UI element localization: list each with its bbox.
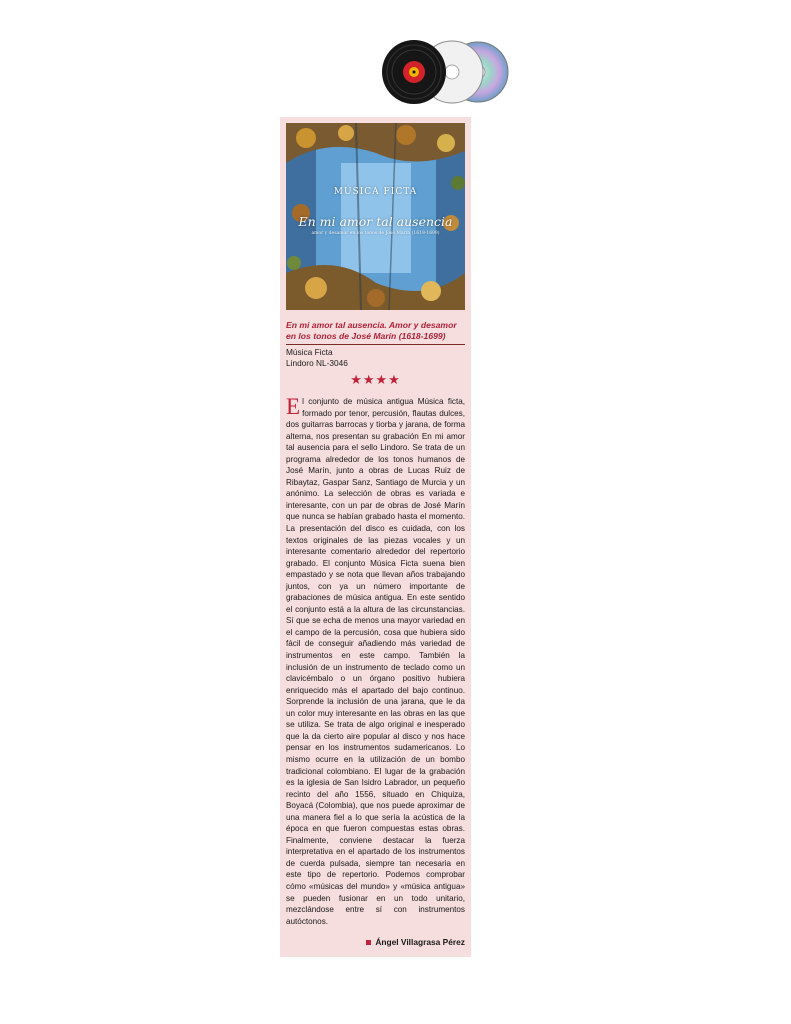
review-body bbox=[286, 396, 465, 927]
cover-title: En mi amor tal ausencia bbox=[298, 214, 453, 229]
square-bullet-icon bbox=[366, 940, 371, 945]
drop-cap: E bbox=[286, 394, 301, 419]
review-column bbox=[280, 117, 471, 957]
review-header bbox=[286, 320, 465, 388]
star-rating: ★★★★ bbox=[350, 372, 401, 387]
review-author bbox=[366, 937, 465, 947]
record-label: Lindoro NL-3046 bbox=[286, 358, 348, 368]
review-title: En mi amor tal ausencia. Amor y desamor en los tonos de José Marín (1618-1699) bbox=[286, 320, 465, 345]
review-text: l conjunto de música antigua Música ficta, formado por tenor, percusión, flautas dulces, dos guitarras barrocas y tiorba y jarana, de forma alterna, nos presentan su grabación En mi amor tal ausencia para el sello Lindoro. Se trata de un programa alrededor de los tonos humanos de José Marín, junto a obras de Lucas Ruiz de Ribaytaz, Gaspar Sanz, Santiago de Murcia y un anónimo. La selección de obras es variada e interesante, con un par de obras de José Marín que nunca se habían grabado hasta el momento. La presentación del disco es cuidada, con los textos originales de las piezas vocales y un interesante comentario alrededor del repertorio grabado. El conjunto Música Ficta suena bien empastado y se nota que llevan años trabajando juntos, con ya un número importante de grabaciones de música antigua. En este sentido el conjunto está a la altura de las circunstancias. Sí que se echa de menos una mayor variedad en el campo de la percusión, cosa que hubiera sido fácil de conseguir añadiendo más variedad de instrumentos en este campo. También la inclusión de un instrumento de teclado como un clavicémbalo o un órgano positivo hubiera enriquecido más el apartado del bajo continuo. Sorprende la inclusión de una jarana, que le da un color muy interesante en las obras en las que se utiliza. Se trata de algo original e inesperado que la da cierto aire popular al disco y nos hace pensar en los instrumentos sudamericanos. Lo mismo ocurre en la utilización de un bombo tradicional colombiano. El lugar de la grabación es la iglesia de San Isidro Labrador, un pequeño recinto del año 1556, situado en Chiquiza, Boyacá (Colombia), que nos puede aproximar de una manera fiel a lo que sería la acústica de la época en que fueron compuestas estas obras. Finalmente, conviene destacar la fuerza interpretativa en el apartado de los instrumentos de cuerda pulsada, siempre tan necesaria en este tipo de repertorio. Podemos comprobar cómo «músicas del mundo» y «música antigua» se pueden fusionar en un todo unitario, mezclándose entre sí con instrumentos autóctonos. bbox=[286, 397, 465, 926]
album-cover bbox=[286, 123, 465, 310]
cover-subtitle: amor y desamor en los tonos de José Marín (1618-1699) bbox=[311, 231, 440, 236]
cover-artist: MÚSICA FICTA bbox=[333, 187, 418, 197]
performer: Música Ficta bbox=[286, 347, 333, 357]
author-name: Ángel Villagrasa Pérez bbox=[375, 937, 465, 947]
vinyl-cd-icon bbox=[380, 38, 510, 106]
